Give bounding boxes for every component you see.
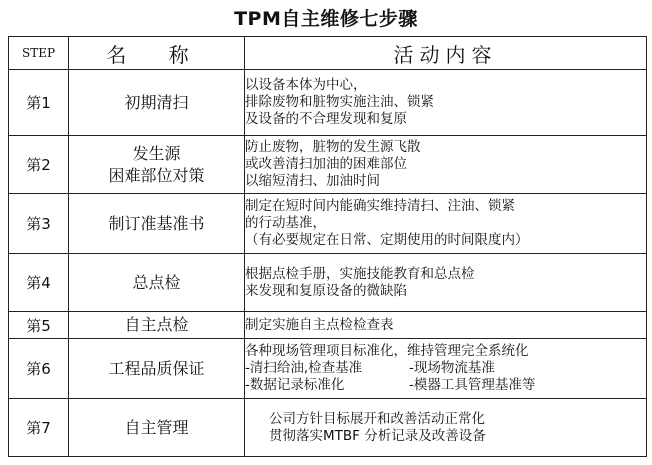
step-activity bbox=[245, 339, 647, 399]
step-number: 第5 bbox=[9, 312, 69, 339]
step-number: 第4 bbox=[9, 254, 69, 312]
table-row bbox=[9, 254, 647, 312]
activity-line: 或改善清扫加油的困难部位 bbox=[245, 156, 407, 172]
activity-line: （有必要规定在日常、定期使用的时间限度内） bbox=[245, 232, 529, 248]
step-name-line: 初期清扫 bbox=[124, 92, 189, 112]
step-activity bbox=[245, 312, 647, 339]
activity-item: -清扫给油,检查基准 bbox=[245, 360, 363, 376]
table-row bbox=[9, 70, 647, 136]
header-step: STEP bbox=[9, 37, 69, 70]
activity-pair bbox=[245, 360, 646, 377]
step-number: 第6 bbox=[9, 339, 69, 399]
activity-line: 来发现和复原设备的微缺陷 bbox=[245, 282, 407, 299]
page-title: TPM自主维修七步骤 bbox=[234, 8, 418, 30]
step-name bbox=[69, 399, 245, 457]
activity-line: 各种现场管理项目标准化，维持管理完全系统化 bbox=[245, 343, 529, 359]
activity-line: 以设备本体为中心， bbox=[245, 77, 367, 93]
table-row bbox=[9, 194, 647, 254]
step-activity bbox=[245, 399, 647, 457]
step-name-line: 工程品质保证 bbox=[108, 358, 205, 378]
activity-line: 的行动基准， bbox=[245, 215, 326, 231]
step-activity bbox=[245, 136, 647, 194]
activity-item: -模器工具管理基准等 bbox=[409, 377, 536, 393]
activity-line: 排除废物和脏物实施注油、锁紧 bbox=[245, 94, 434, 110]
step-name bbox=[69, 339, 245, 399]
step-number: 第3 bbox=[9, 194, 69, 254]
activity-line: 及设备的不合理发现和复原 bbox=[245, 111, 407, 127]
step-name-line: 困难部位对策 bbox=[108, 165, 205, 185]
step-name-line: 发生源 bbox=[132, 143, 181, 163]
table-row bbox=[9, 136, 647, 194]
tpm-steps-table bbox=[8, 36, 647, 457]
step-name-line: 自主管理 bbox=[124, 417, 189, 437]
header-activity: 活动内容 bbox=[245, 37, 647, 70]
step-name-line: 自主点检 bbox=[124, 315, 189, 334]
header-name: 名 称 bbox=[69, 37, 245, 70]
step-name bbox=[69, 254, 245, 312]
step-name-line: 制订准基准书 bbox=[108, 213, 205, 233]
activity-line: 以缩短清扫、加油时间 bbox=[245, 173, 380, 189]
step-activity bbox=[245, 254, 647, 312]
table-row bbox=[9, 399, 647, 457]
step-name bbox=[69, 136, 245, 194]
step-number: 第2 bbox=[9, 136, 69, 194]
activity-pair bbox=[245, 377, 646, 394]
table-header-row bbox=[9, 37, 647, 70]
step-name bbox=[69, 312, 245, 339]
table-row bbox=[9, 339, 647, 399]
activity-line: 制定实施自主点检检查表 bbox=[245, 316, 394, 333]
step-name bbox=[69, 70, 245, 136]
activity-item: -现场物流基准 bbox=[409, 360, 495, 376]
step-number: 第7 bbox=[9, 399, 69, 457]
activity-line: 防止废物，脏物的发生源飞散 bbox=[245, 139, 421, 155]
step-number: 第1 bbox=[9, 70, 69, 136]
activity-item: -数据记录标准化 bbox=[245, 377, 345, 393]
activity-line: 贯彻落实MTBF 分析记录及改善设备 bbox=[269, 427, 486, 444]
step-name bbox=[69, 194, 245, 254]
step-name-line: 总点检 bbox=[132, 272, 181, 292]
step-activity bbox=[245, 70, 647, 136]
step-activity bbox=[245, 194, 647, 254]
activity-line: 公司方针目标展开和改善活动正常化 bbox=[269, 410, 485, 427]
activity-line: 制定在短时间内能确实维持清扫、注油、锁紧 bbox=[245, 198, 515, 214]
table-row bbox=[9, 312, 647, 339]
activity-line: 根据点检手册，实施技能教育和总点检 bbox=[245, 265, 475, 282]
